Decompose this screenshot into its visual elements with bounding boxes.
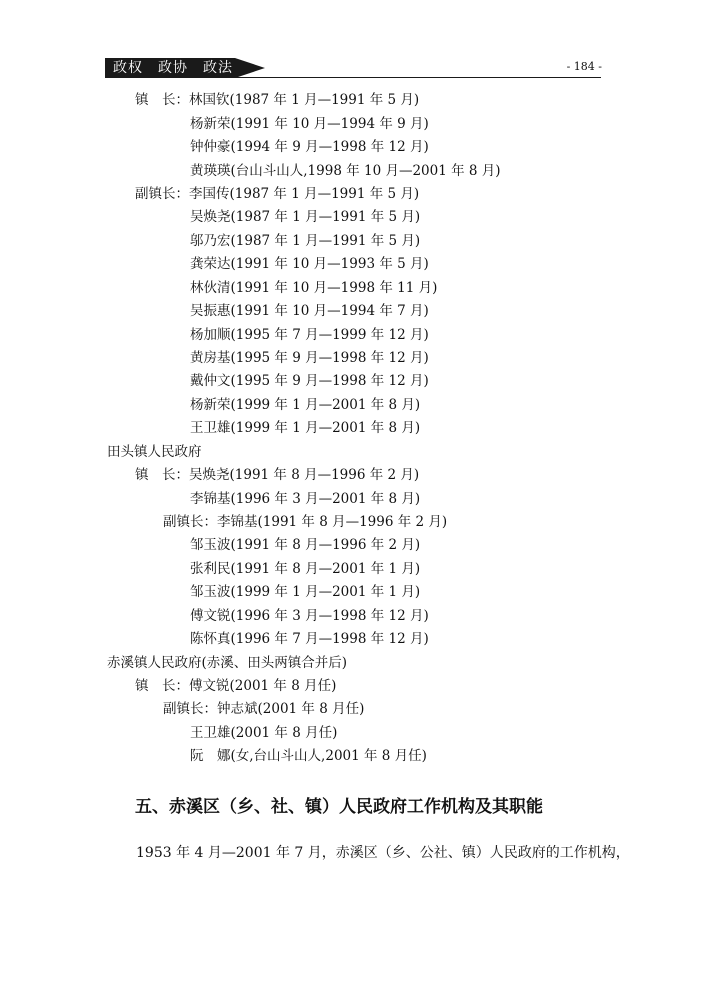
text-line: 钟仲豪(1994 年 9 月—1998 年 12 月) [190,139,429,155]
text-line: 副镇长：李国传(1987 年 1 月—1991 年 5 月) [135,186,420,202]
text-line: 邬乃宏(1987 年 1 月—1991 年 5 月) [190,233,421,249]
text-line: 黄瑛瑛(台山斗山人,1998 年 10 月—2001 年 8 月) [190,163,501,179]
text-line: 龚荣达(1991 年 10 月—1993 年 5 月) [190,256,429,272]
text-line: 赤溪镇人民政府(赤溪、田头两镇合并后) [107,655,348,671]
text-line: 副镇长：李锦基(1991 年 8 月—1996 年 2 月) [163,514,448,530]
text-line: 副镇长：钟志斌(2001 年 8 月任) [163,701,365,717]
text-line: 阮 娜(女,台山斗山人,2001 年 8 月任) [190,748,427,764]
text-line: 戴仲文(1995 年 9 月—1998 年 12 月) [190,373,429,389]
text-line: 林伙清(1991 年 10 月—1998 年 11 月) [190,280,438,296]
body-paragraph: 1953 年 4 月—2001 年 7 月，赤溪区（乡、公社、镇）人民政府的工作机构， [136,845,630,861]
text-line: 王卫雄(1999 年 1 月—2001 年 8 月) [190,420,421,436]
text-line: 杨新荣(1991 年 10 月—1994 年 9 月) [190,116,429,132]
text-line: 吴焕尧(1987 年 1 月—1991 年 5 月) [190,209,421,225]
text-line: 杨新荣(1999 年 1 月—2001 年 8 月) [190,397,421,413]
text-line: 田头镇人民政府 [107,444,202,460]
text-line: 邹玉波(1991 年 8 月—1996 年 2 月) [190,537,421,553]
text-line: 王卫雄(2001 年 8 月任) [190,725,338,741]
header-arrow-decoration [235,58,265,78]
text-line: 镇 长：傅文锐(2001 年 8 月任) [135,678,337,694]
text-line: 邹玉波(1999 年 1 月—2001 年 1 月) [190,584,421,600]
text-line: 李锦基(1996 年 3 月—2001 年 8 月) [190,491,421,507]
text-line: 黄房基(1995 年 9 月—1998 年 12 月) [190,350,429,366]
text-line: 吴振惠(1991 年 10 月—1994 年 7 月) [190,303,429,319]
text-line: 镇 长：林国钦(1987 年 1 月—1991 年 5 月) [135,92,420,108]
header-section-band: 政权 政协 政法 [105,58,235,78]
section-title: 五、赤溪区（乡、社、镇）人民政府工作机构及其职能 [135,797,543,817]
text-line: 傅文锐(1996 年 3 月—1998 年 12 月) [190,608,429,624]
header-rule [235,77,601,78]
text-line: 杨加顺(1995 年 7 月—1999 年 12 月) [190,327,429,343]
text-line: 陈怀真(1996 年 7 月—1998 年 12 月) [190,631,429,647]
text-line: 张利民(1991 年 8 月—2001 年 1 月) [190,561,421,577]
page-number: - 184 - [566,60,602,73]
text-line: 镇 长：吴焕尧(1991 年 8 月—1996 年 2 月) [135,467,420,483]
